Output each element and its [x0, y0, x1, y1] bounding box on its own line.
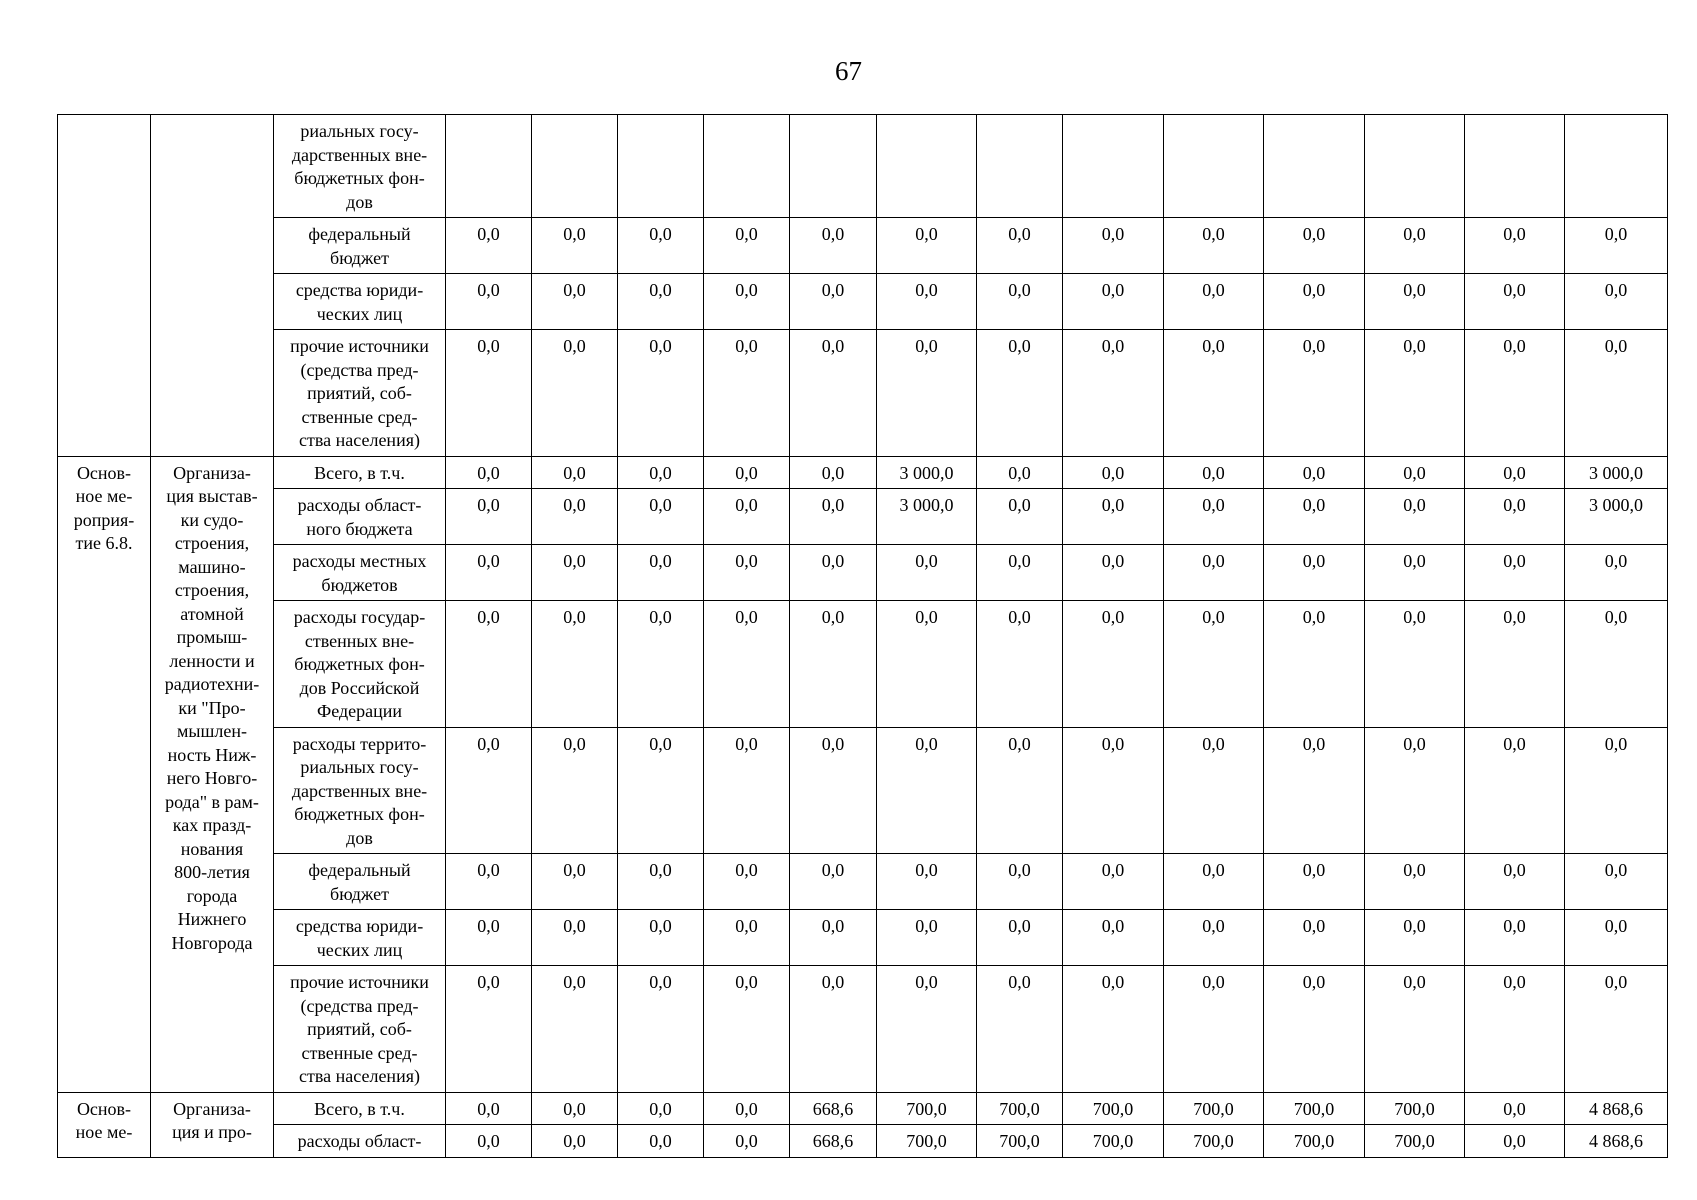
value-cell: 3 000,0 [1565, 489, 1668, 545]
value-cell: 0,0 [1465, 966, 1565, 1093]
activity-code-cell [58, 115, 151, 457]
value-cell: 0,0 [790, 274, 877, 330]
funding-source-cell: риальных госу- дарственных вне- бюджетных фон- дов [274, 115, 446, 218]
value-cell: 0,0 [1365, 966, 1465, 1093]
activity-name-cell: Организа- ция и про- [151, 1092, 274, 1157]
value-cell: 0,0 [532, 456, 618, 489]
value-cell: 0,0 [446, 274, 532, 330]
value-cell: 0,0 [704, 1092, 790, 1125]
value-cell: 0,0 [446, 489, 532, 545]
value-cell: 0,0 [618, 966, 704, 1093]
value-cell: 700,0 [1063, 1125, 1164, 1158]
value-cell: 0,0 [977, 545, 1063, 601]
funding-source-cell: Всего, в т.ч. [274, 1092, 446, 1125]
value-cell: 0,0 [1063, 966, 1164, 1093]
funding-source-cell: расходы местных бюджетов [274, 545, 446, 601]
value-cell: 0,0 [1264, 456, 1365, 489]
value-cell: 0,0 [1264, 489, 1365, 545]
value-cell: 0,0 [1465, 545, 1565, 601]
value-cell: 0,0 [1063, 854, 1164, 910]
value-cell: 0,0 [1565, 274, 1668, 330]
funding-source-cell: федеральный бюджет [274, 218, 446, 274]
value-cell: 0,0 [790, 854, 877, 910]
value-cell: 0,0 [1365, 910, 1465, 966]
value-cell: 0,0 [790, 545, 877, 601]
value-cell: 0,0 [532, 910, 618, 966]
funding-source-cell: расходы област- [274, 1125, 446, 1158]
value-cell: 0,0 [446, 910, 532, 966]
value-cell: 0,0 [1063, 489, 1164, 545]
value-cell: 0,0 [1365, 601, 1465, 728]
value-cell: 0,0 [877, 218, 977, 274]
value-cell [1264, 115, 1365, 218]
value-cell: 700,0 [1164, 1092, 1264, 1125]
value-cell: 0,0 [1465, 218, 1565, 274]
value-cell: 0,0 [1565, 966, 1668, 1093]
value-cell: 0,0 [877, 727, 977, 854]
value-cell [446, 115, 532, 218]
value-cell: 0,0 [977, 910, 1063, 966]
value-cell: 0,0 [446, 1125, 532, 1158]
value-cell: 0,0 [446, 218, 532, 274]
value-cell: 0,0 [532, 218, 618, 274]
value-cell: 0,0 [977, 274, 1063, 330]
value-cell: 0,0 [1164, 545, 1264, 601]
value-cell: 0,0 [1164, 910, 1264, 966]
value-cell: 0,0 [1465, 1125, 1565, 1158]
value-cell: 0,0 [532, 1092, 618, 1125]
value-cell: 0,0 [1164, 727, 1264, 854]
value-cell: 0,0 [977, 489, 1063, 545]
value-cell [1565, 115, 1668, 218]
value-cell: 0,0 [1264, 854, 1365, 910]
value-cell: 0,0 [877, 854, 977, 910]
value-cell: 0,0 [790, 456, 877, 489]
value-cell: 0,0 [446, 456, 532, 489]
value-cell: 0,0 [446, 601, 532, 728]
funding-source-cell: расходы террито- риальных госу- дарственных вне- бюджетных фон- дов [274, 727, 446, 854]
value-cell: 0,0 [1565, 727, 1668, 854]
value-cell: 0,0 [704, 966, 790, 1093]
value-cell: 0,0 [1465, 601, 1565, 728]
value-cell: 0,0 [618, 910, 704, 966]
value-cell: 3 000,0 [1565, 456, 1668, 489]
value-cell: 0,0 [977, 456, 1063, 489]
activity-code-cell: Основ- ное ме- [58, 1092, 151, 1157]
value-cell: 0,0 [1264, 966, 1365, 1093]
table-row [58, 1092, 1668, 1125]
value-cell: 0,0 [1465, 727, 1565, 854]
value-cell: 0,0 [1264, 910, 1365, 966]
value-cell: 0,0 [1465, 456, 1565, 489]
value-cell: 0,0 [618, 601, 704, 728]
value-cell: 700,0 [1264, 1092, 1365, 1125]
value-cell: 0,0 [704, 330, 790, 457]
value-cell: 0,0 [1465, 854, 1565, 910]
table-row [58, 1125, 1668, 1158]
value-cell [1164, 115, 1264, 218]
value-cell: 0,0 [446, 1092, 532, 1125]
value-cell: 0,0 [704, 910, 790, 966]
value-cell: 0,0 [1365, 854, 1465, 910]
value-cell: 0,0 [1063, 274, 1164, 330]
funding-source-cell: расходы государ- ственных вне- бюджетных фон- дов Российской Федерации [274, 601, 446, 728]
value-cell: 0,0 [1264, 727, 1365, 854]
value-cell: 0,0 [1365, 727, 1465, 854]
table-row [58, 545, 1668, 601]
value-cell: 0,0 [1164, 218, 1264, 274]
value-cell [1465, 115, 1565, 218]
value-cell [877, 115, 977, 218]
value-cell: 0,0 [446, 727, 532, 854]
value-cell: 0,0 [1063, 545, 1164, 601]
value-cell: 700,0 [977, 1092, 1063, 1125]
value-cell: 0,0 [977, 727, 1063, 854]
value-cell: 0,0 [618, 545, 704, 601]
value-cell: 0,0 [1164, 489, 1264, 545]
value-cell: 0,0 [977, 854, 1063, 910]
value-cell [790, 115, 877, 218]
value-cell: 0,0 [532, 330, 618, 457]
table-row [58, 456, 1668, 489]
value-cell: 0,0 [1565, 854, 1668, 910]
table-row [58, 910, 1668, 966]
value-cell: 0,0 [618, 218, 704, 274]
value-cell: 668,6 [790, 1125, 877, 1158]
value-cell: 0,0 [977, 966, 1063, 1093]
value-cell: 700,0 [877, 1092, 977, 1125]
value-cell: 3 000,0 [877, 489, 977, 545]
value-cell: 0,0 [1565, 910, 1668, 966]
value-cell: 0,0 [704, 601, 790, 728]
value-cell: 0,0 [877, 274, 977, 330]
value-cell: 0,0 [1465, 274, 1565, 330]
value-cell: 0,0 [877, 330, 977, 457]
value-cell: 0,0 [618, 727, 704, 854]
value-cell: 0,0 [446, 330, 532, 457]
value-cell: 0,0 [1465, 330, 1565, 457]
value-cell: 0,0 [877, 910, 977, 966]
value-cell: 0,0 [446, 545, 532, 601]
value-cell: 0,0 [704, 854, 790, 910]
value-cell: 0,0 [532, 489, 618, 545]
activity-name-cell: Организа- ция выстав- ки судо- строения, машино- строения, атомной промыш- ленности и радиотехни- ки "Про- мышлен- ность Ниж- него Новго- рода" в рам- ках празд- нования 800-летия города Нижнего Новгорода [151, 456, 274, 1092]
value-cell: 0,0 [977, 330, 1063, 457]
value-cell: 0,0 [704, 545, 790, 601]
value-cell: 0,0 [532, 966, 618, 1093]
table-row [58, 489, 1668, 545]
value-cell: 0,0 [790, 966, 877, 1093]
value-cell: 0,0 [532, 601, 618, 728]
value-cell: 0,0 [704, 218, 790, 274]
value-cell: 0,0 [1465, 1092, 1565, 1125]
value-cell: 0,0 [790, 330, 877, 457]
value-cell: 0,0 [446, 966, 532, 1093]
activity-code-cell: Основ- ное ме- роприя- тие 6.8. [58, 456, 151, 1092]
value-cell: 0,0 [618, 1092, 704, 1125]
table-row [58, 218, 1668, 274]
value-cell: 0,0 [1063, 456, 1164, 489]
value-cell: 3 000,0 [877, 456, 977, 489]
activity-name-cell [151, 115, 274, 457]
value-cell [1365, 115, 1465, 218]
table-row [58, 330, 1668, 457]
value-cell: 0,0 [532, 854, 618, 910]
value-cell: 0,0 [532, 727, 618, 854]
value-cell: 0,0 [1164, 456, 1264, 489]
value-cell: 0,0 [790, 601, 877, 728]
funding-source-cell: Всего, в т.ч. [274, 456, 446, 489]
funding-source-cell: прочие источники (средства пред- приятий, соб- ственные сред- ства населения) [274, 966, 446, 1093]
value-cell: 0,0 [704, 1125, 790, 1158]
value-cell: 0,0 [1164, 966, 1264, 1093]
value-cell: 0,0 [1164, 330, 1264, 457]
value-cell [532, 115, 618, 218]
value-cell: 0,0 [704, 456, 790, 489]
value-cell: 0,0 [1565, 330, 1668, 457]
page-number: 67 [835, 56, 862, 86]
budget-table [57, 114, 1668, 1158]
value-cell: 700,0 [1365, 1092, 1465, 1125]
table-row [58, 854, 1668, 910]
value-cell: 700,0 [1264, 1125, 1365, 1158]
value-cell [704, 115, 790, 218]
value-cell: 0,0 [1164, 854, 1264, 910]
value-cell: 668,6 [790, 1092, 877, 1125]
value-cell: 0,0 [877, 601, 977, 728]
value-cell: 0,0 [1063, 910, 1164, 966]
value-cell: 0,0 [618, 330, 704, 457]
value-cell: 700,0 [977, 1125, 1063, 1158]
value-cell: 0,0 [1264, 601, 1365, 728]
funding-source-cell: средства юриди- ческих лиц [274, 910, 446, 966]
value-cell: 0,0 [1164, 274, 1264, 330]
value-cell: 700,0 [1365, 1125, 1465, 1158]
value-cell: 0,0 [446, 854, 532, 910]
value-cell: 0,0 [1365, 274, 1465, 330]
value-cell: 0,0 [1365, 545, 1465, 601]
value-cell: 0,0 [877, 545, 977, 601]
value-cell: 0,0 [1565, 218, 1668, 274]
value-cell: 0,0 [532, 545, 618, 601]
value-cell: 0,0 [1264, 545, 1365, 601]
value-cell: 0,0 [1164, 601, 1264, 728]
value-cell: 0,0 [1565, 545, 1668, 601]
value-cell: 700,0 [877, 1125, 977, 1158]
funding-source-cell: расходы област- ного бюджета [274, 489, 446, 545]
value-cell: 0,0 [1365, 330, 1465, 457]
table-row [58, 601, 1668, 728]
funding-source-cell: прочие источники (средства пред- приятий, соб- ственные сред- ства населения) [274, 330, 446, 457]
value-cell: 0,0 [1063, 601, 1164, 728]
value-cell: 4 868,6 [1565, 1092, 1668, 1125]
value-cell: 0,0 [977, 601, 1063, 728]
table-row [58, 727, 1668, 854]
funding-source-cell: федеральный бюджет [274, 854, 446, 910]
value-cell: 0,0 [704, 489, 790, 545]
table-row [58, 274, 1668, 330]
value-cell: 0,0 [618, 456, 704, 489]
value-cell: 0,0 [1365, 456, 1465, 489]
value-cell: 0,0 [790, 727, 877, 854]
value-cell: 0,0 [1063, 727, 1164, 854]
value-cell: 0,0 [1465, 489, 1565, 545]
table-row [58, 115, 1668, 218]
value-cell: 0,0 [704, 274, 790, 330]
value-cell: 700,0 [1164, 1125, 1264, 1158]
value-cell: 0,0 [532, 1125, 618, 1158]
value-cell [618, 115, 704, 218]
value-cell: 700,0 [1063, 1092, 1164, 1125]
value-cell: 0,0 [1365, 489, 1465, 545]
value-cell [977, 115, 1063, 218]
value-cell: 0,0 [1264, 274, 1365, 330]
value-cell: 0,0 [790, 218, 877, 274]
value-cell: 0,0 [1465, 910, 1565, 966]
value-cell: 0,0 [977, 218, 1063, 274]
value-cell: 0,0 [790, 489, 877, 545]
value-cell: 0,0 [1365, 218, 1465, 274]
value-cell: 0,0 [532, 274, 618, 330]
funding-source-cell: средства юриди- ческих лиц [274, 274, 446, 330]
value-cell: 0,0 [877, 966, 977, 1093]
value-cell: 0,0 [790, 910, 877, 966]
value-cell: 0,0 [704, 727, 790, 854]
value-cell: 0,0 [618, 489, 704, 545]
table-row [58, 966, 1668, 1093]
value-cell: 0,0 [1565, 601, 1668, 728]
value-cell: 0,0 [618, 1125, 704, 1158]
value-cell: 0,0 [1264, 218, 1365, 274]
value-cell: 4 868,6 [1565, 1125, 1668, 1158]
value-cell: 0,0 [618, 274, 704, 330]
value-cell: 0,0 [1264, 330, 1365, 457]
value-cell: 0,0 [618, 854, 704, 910]
value-cell: 0,0 [1063, 218, 1164, 274]
value-cell [1063, 115, 1164, 218]
value-cell: 0,0 [1063, 330, 1164, 457]
